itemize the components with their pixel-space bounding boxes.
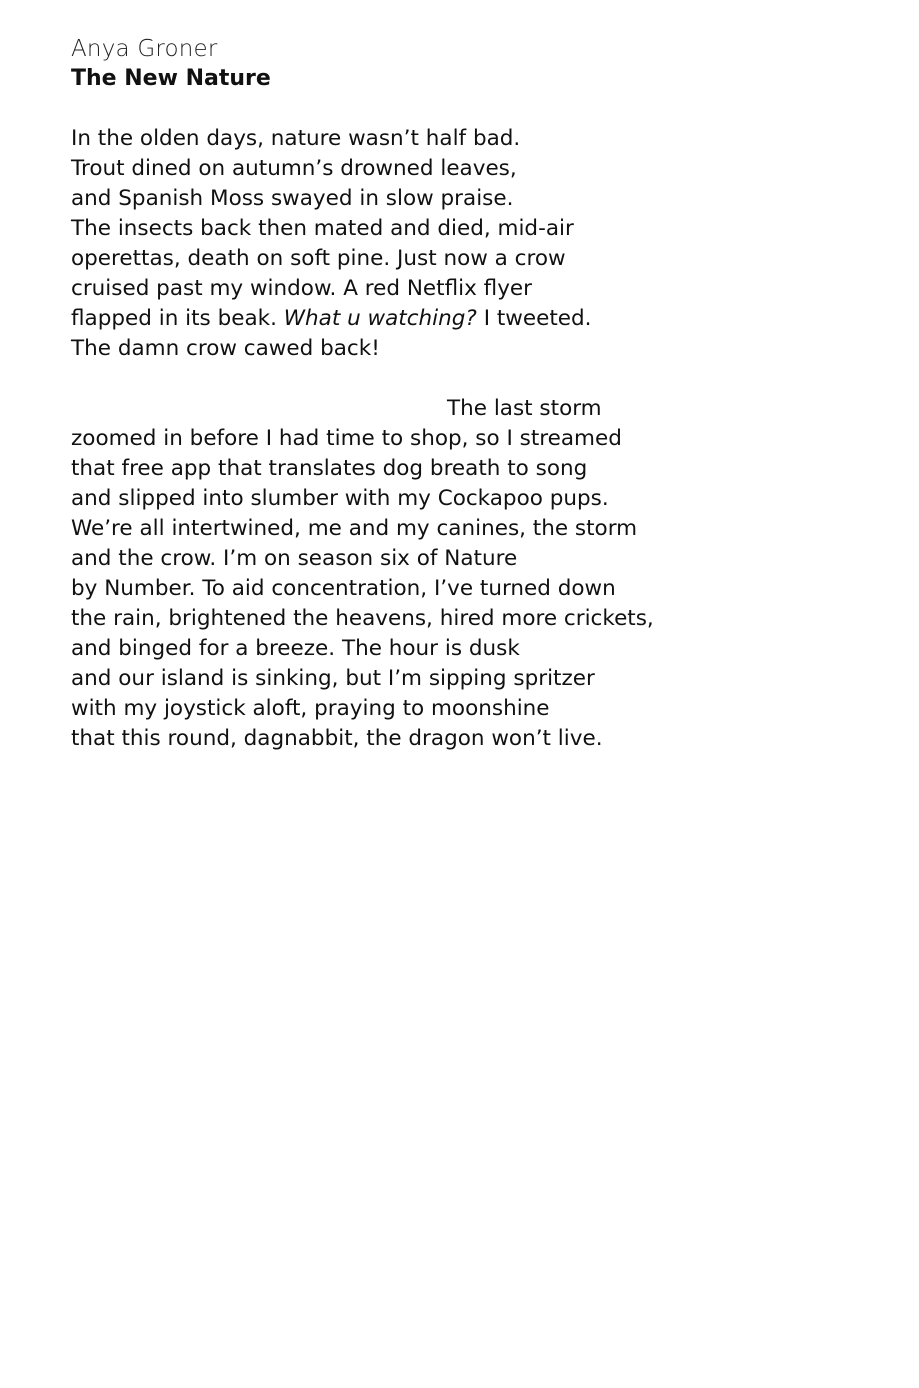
poem-line: In the olden days, nature wasn’t half bad. <box>71 126 521 151</box>
poem-line-dropped: The last storm <box>447 396 602 421</box>
poem-line: The damn crow cawed back! <box>71 336 380 361</box>
poem-line: We’re all intertwined, me and my canines, the storm <box>71 516 638 541</box>
poem-line <box>71 304 591 334</box>
poem-line: and our island is sinking, but I’m sipping spritzer <box>71 666 595 691</box>
poem-line: operettas, death on soft pine. Just now a crow <box>71 246 566 271</box>
poem-title: The New Nature <box>71 66 271 91</box>
poem-line: The insects back then mated and died, mid-air <box>71 216 574 241</box>
poem-line: zoomed in before I had time to shop, so I streamed <box>71 426 622 451</box>
poem-line: with my joystick aloft, praying to moonshine <box>71 696 550 721</box>
poem-line-italic: What u watching? <box>283 306 477 331</box>
poem-line: that this round, dagnabbit, the dragon won’t live. <box>71 726 603 751</box>
poem-line: and binged for a breeze. The hour is dusk <box>71 636 520 661</box>
poem-line: and slipped into slumber with my Cockapoo pups. <box>71 486 609 511</box>
poem-line: and the crow. I’m on season six of Nature <box>71 546 518 571</box>
poem-line: and Spanish Moss swayed in slow praise. <box>71 186 514 211</box>
stanza-one <box>71 124 591 364</box>
poem-author: Anya Groner <box>71 36 218 62</box>
stanza-two <box>71 394 654 754</box>
poem-line: the rain, brightened the heavens, hired more crickets, <box>71 606 654 631</box>
poem-line: by Number. To aid concentration, I’ve turned down <box>71 576 616 601</box>
poem-line: that free app that translates dog breath to song <box>71 456 588 481</box>
poem-line-end: I tweeted. <box>476 306 592 331</box>
poem-line: Trout dined on autumn’s drowned leaves, <box>71 156 517 181</box>
poem-line: cruised past my window. A red Netflix flyer <box>71 276 532 301</box>
poem-line-start: flapped in its beak. <box>71 306 284 331</box>
